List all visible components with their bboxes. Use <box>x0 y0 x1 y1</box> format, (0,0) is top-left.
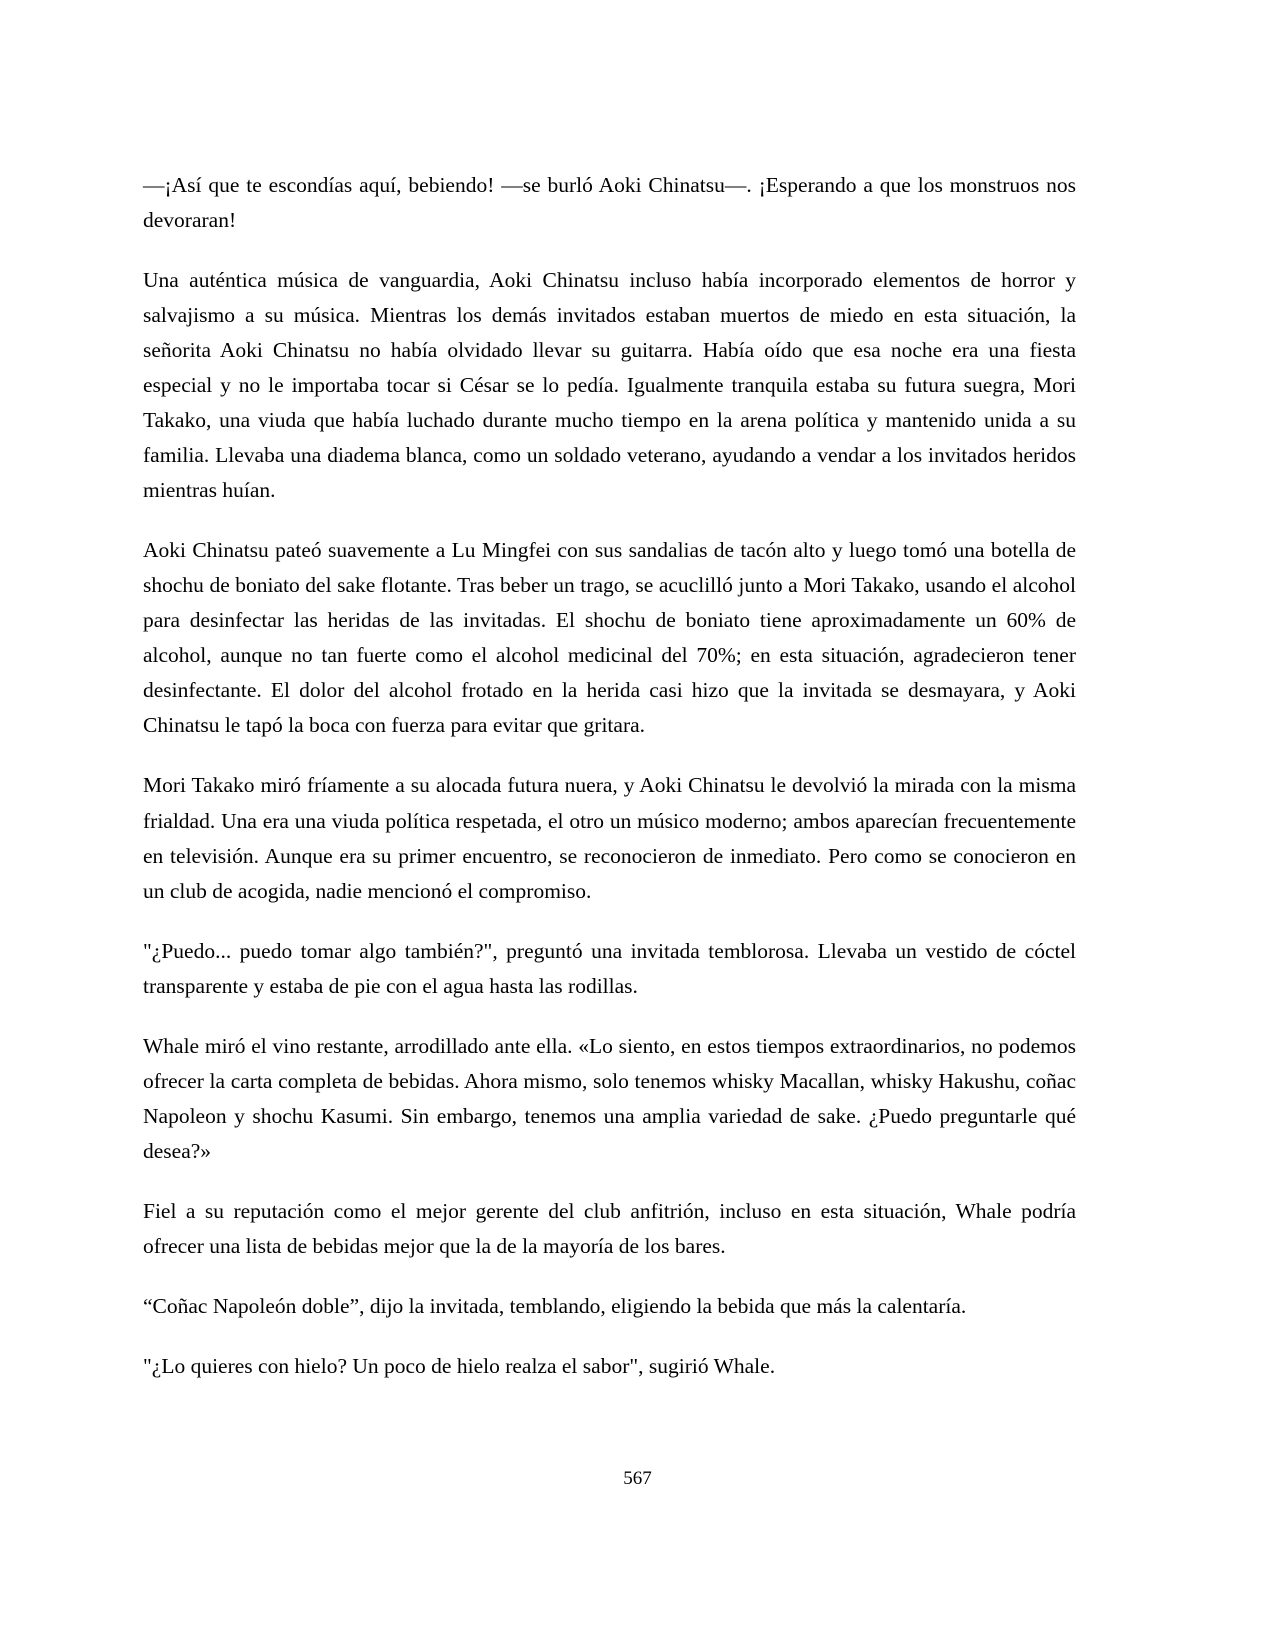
paragraph: "¿Puedo... puedo tomar algo también?", preguntó una invitada temblorosa. Llevaba un vestido de cóctel transparente y estaba de pie con el agua hasta las rodillas. <box>143 938 1076 998</box>
paragraph: —¡Así que te escondías aquí, bebiendo! —se burló Aoki Chinatsu—. ¡Esperando a que los monstruos nos devoraran! <box>143 173 1076 233</box>
paragraph: Fiel a su reputación como el mejor gerente del club anfitrión, incluso en esta situación, Whale podría ofrecer una lista de bebidas mejor que la de la mayoría de los bares. <box>143 1198 1076 1258</box>
paragraph: “Coñac Napoleón doble”, dijo la invitada, temblando, eligiendo la bebida que más la calentaría. <box>143 1293 967 1318</box>
paragraph: Aoki Chinatsu pateó suavemente a Lu Mingfei con sus sandalias de tacón alto y luego tomó una botella de shochu de boniato del sake flotante. Tras beber un trago, se acuclilló junto a Mori Takako, usando el alcohol para desinfectar las heridas de las invitadas. El shochu de boniato tiene aproximadamente un 60% de alcohol, aunque no tan fuerte como el alcohol medicinal del 70%; en esta situación, agradecieron tener desinfectante. El dolor del alcohol frotado en la herida casi hizo que la invitada se desmayara, y Aoki Chinatsu le tapó la boca con fuerza para evitar que gritara. <box>143 538 1076 738</box>
paragraph: Whale miró el vino restante, arrodillado ante ella. «Lo siento, en estos tiempos extraordinarios, no podemos ofrecer la carta completa de bebidas. Ahora mismo, solo tenemos whisky Macallan, whisky Hakushu, coñac Napoleon y shochu Kasumi. Sin embargo, tenemos una amplia variedad de sake. ¿Puedo preguntarle qué desea?» <box>143 1033 1076 1163</box>
paragraph: Una auténtica música de vanguardia, Aoki Chinatsu incluso había incorporado elementos de horror y salvajismo a su música. Mientras los demás invitados estaban muertos de miedo en esta situación, la señorita Aoki Chinatsu no había olvidado llevar su guitarra. Había oído que esa noche era una fiesta especial y no le importaba tocar si César se lo pedía. Igualmente tranquila estaba su futura suegra, Mori Takako, una viuda que había luchado durante mucho tiempo en la arena política y mantenido unida a su familia. Llevaba una diadema blanca, como un soldado veterano, ayudando a vendar a los invitados heridos mientras huían. <box>143 268 1076 503</box>
page-body <box>143 168 1076 1384</box>
paragraph: Mori Takako miró fríamente a su alocada futura nuera, y Aoki Chinatsu le devolvió la mirada con la misma frialdad. Una era una viuda política respetada, el otro un músico moderno; ambos aparecían frecuentemente en televisión. Aunque era su primer encuentro, se reconocieron de inmediato. Pero como se conocieron en un club de acogida, nadie mencionó el compromiso. <box>143 773 1076 903</box>
paragraph: "¿Lo quieres con hielo? Un poco de hielo realza el sabor", sugirió Whale. <box>143 1353 776 1378</box>
page-number: 567 <box>623 1468 652 1489</box>
